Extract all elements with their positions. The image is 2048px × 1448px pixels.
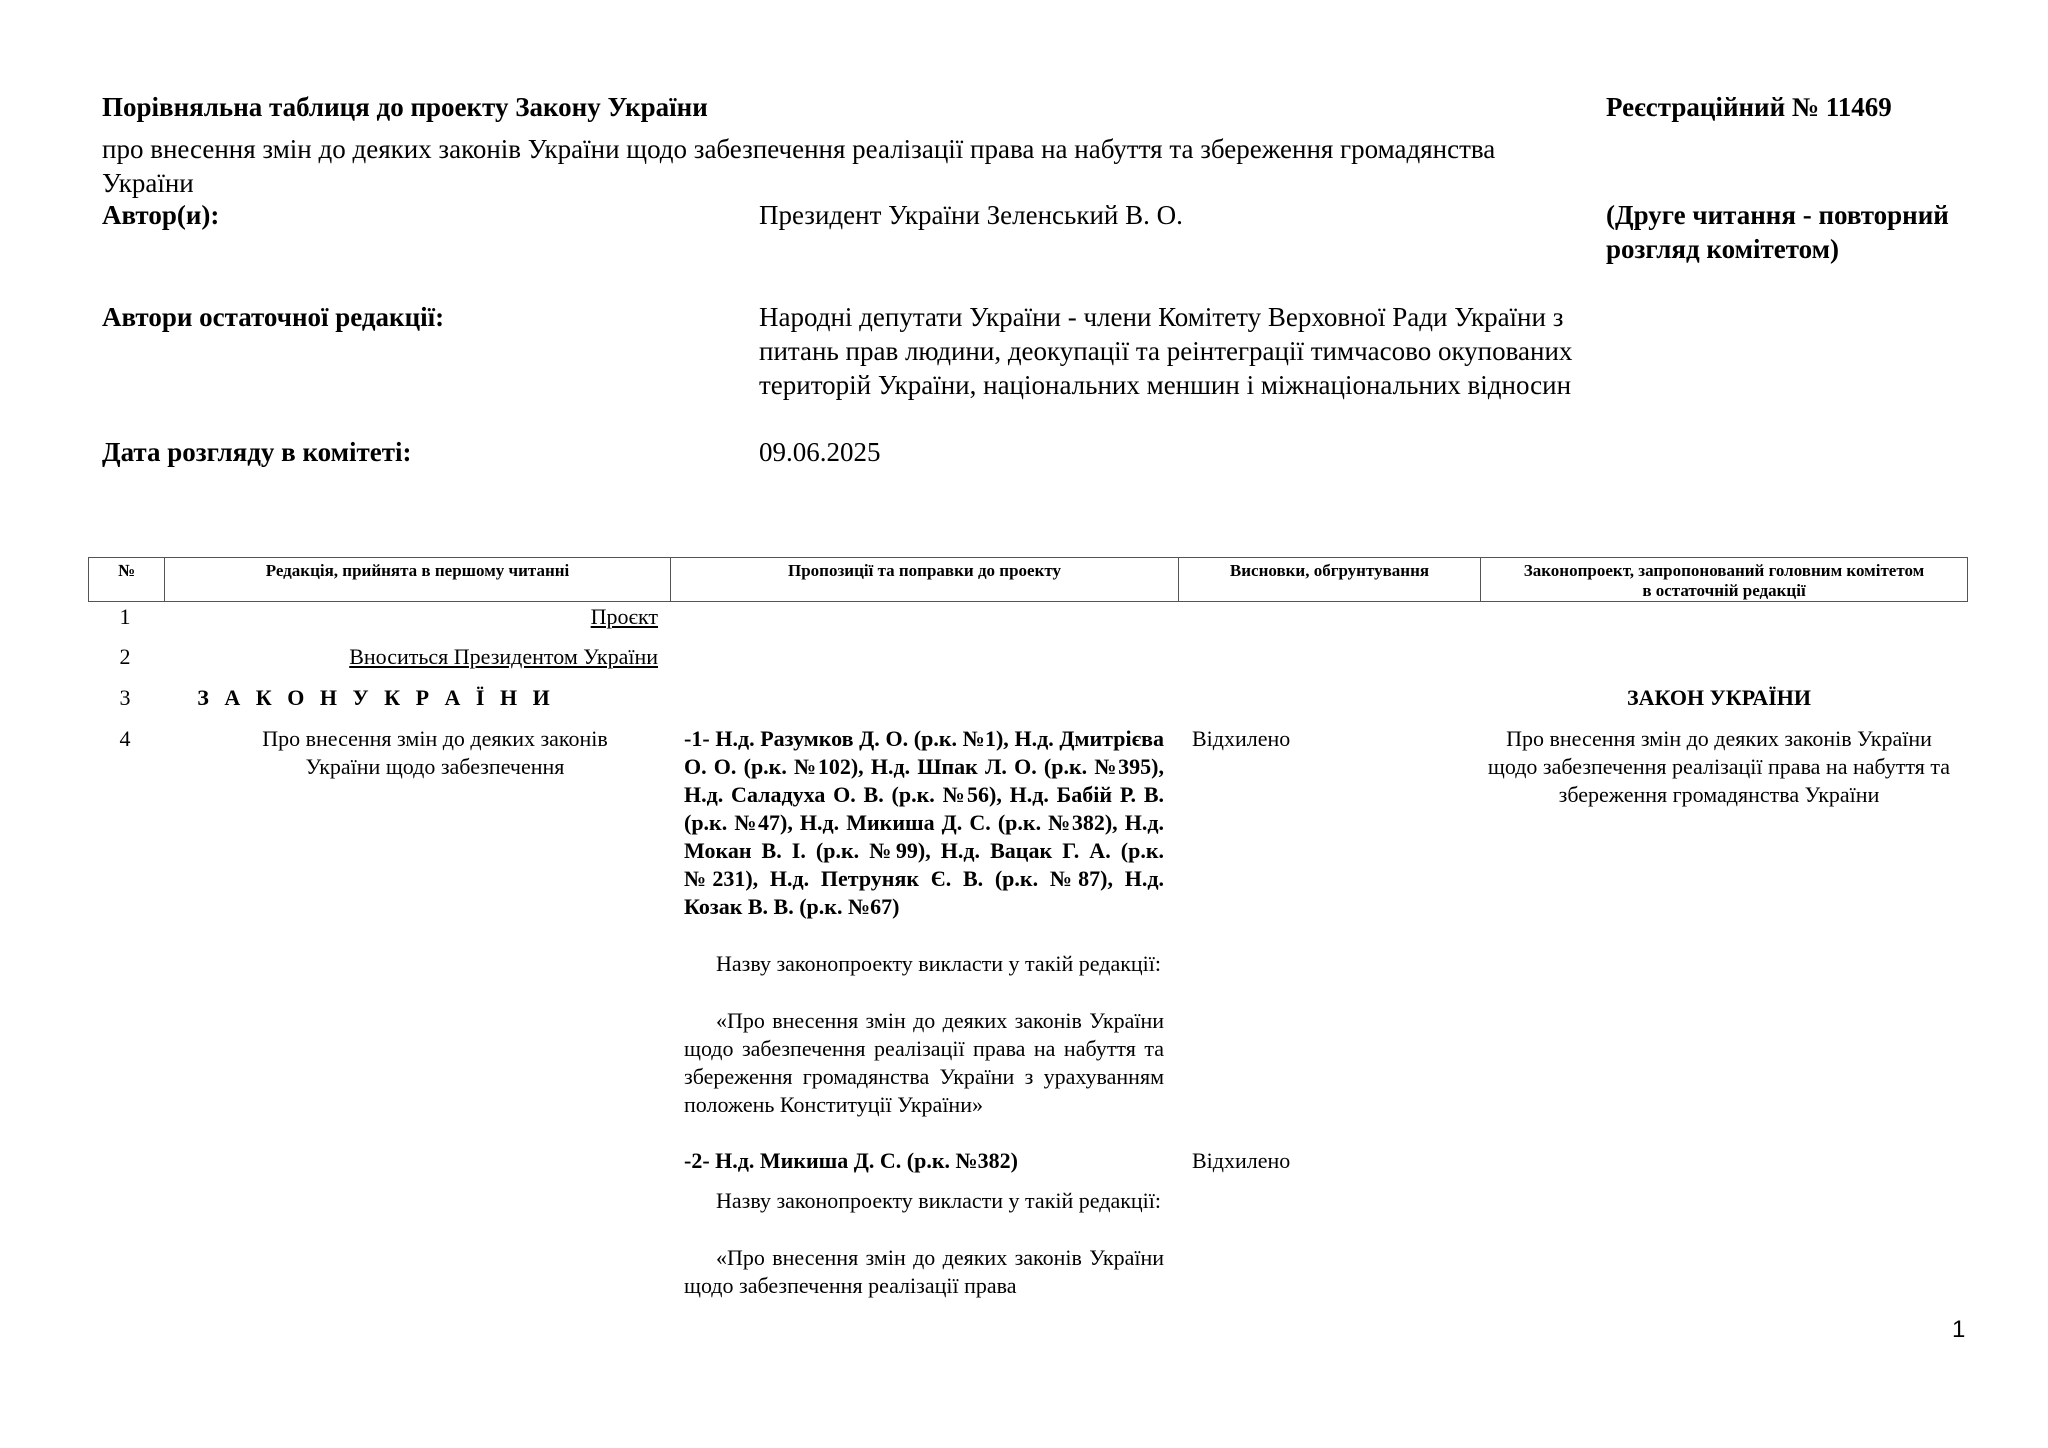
row-first-reading [166, 643, 658, 671]
row-number: 2 [119, 644, 131, 669]
column-header-final-version: Законопроект, запропонований головним комітетом в остаточній редакції [1480, 557, 1968, 602]
law-heading-final: ЗАКОН УКРАЇНИ [1626, 685, 1812, 710]
document-subtitle: про внесення змін до деяких законів України щодо забезпечення реалізації права на набуття та збереження громадянства України [102, 134, 1496, 198]
proposal-1-conclusion: Відхилено [1192, 726, 1291, 751]
row-first-reading: Про внесення змін до деяких законів України щодо забезпечення [262, 726, 608, 779]
review-date-value: 09.06.2025 [759, 437, 881, 467]
proposal-2-conclusion: Відхилено [1192, 1148, 1291, 1173]
submitted-by: Вноситься Президентом України [349, 644, 658, 669]
proposal-1-text: «Про внесення змін до деяких законів України щодо забезпечення реалізації права на набуття та збереження громадянства України з урахуванням положень Конституції України» [684, 1008, 1164, 1117]
reading-stage: (Друге читання - повторний розгляд комітетом) [1606, 200, 1949, 264]
proposal-2-text: «Про внесення змін до деяких законів України щодо забезпечення реалізації права [684, 1245, 1164, 1298]
final-authors-label: Автори остаточної редакції: [102, 302, 445, 332]
row-number: 4 [119, 726, 131, 751]
row-number: 3 [119, 685, 131, 710]
column-header-conclusions: Висновки, обгрунтування [1178, 557, 1480, 602]
row-number: 1 [119, 604, 131, 629]
proposal-1-instruction: Назву законопроекту викласти у такій редакції: [716, 951, 1162, 976]
proposal-2-authors: -2- Н.д. Микиша Д. С. (р.к. №382) [684, 1148, 1018, 1173]
document-title: Порівняльна таблиця до проекту Закону України [102, 92, 708, 122]
proposal-2-instruction: Назву законопроекту викласти у такій редакції: [716, 1188, 1162, 1213]
row-first-reading [166, 603, 658, 631]
proposal-1-authors: -1- Н.д. Разумков Д. О. (р.к. №1), Н.д. Дмитрієва О. О. (р.к. №102), Н.д. Шпак Л. О. (р.к. №395), Н.д. Саладуха О. В. (р.к. №56), Н.д. Бабій Р. В. (р.к. №47), Н.д. Микиша Д. С. (р.к. №382), Н.д. Мокан В. І. (р.к. №99), Н.д. Вацак Г. А. (р.к. №231), Н.д. Петруняк Є. В. (р.к. №87), Н.д. Козак В. В. (р.к. №67) [684, 726, 1164, 919]
table-header [88, 557, 1968, 602]
column-header-first-reading: Редакція, прийнята в першому читанні [164, 557, 670, 602]
column-header-number: № [88, 557, 164, 602]
column-header-proposals: Пропозиції та поправки до проекту [670, 557, 1178, 602]
row-final-version: Про внесення змін до деяких законів України щодо забезпечення реалізації права на набуття та збереження громадянства України [1487, 726, 1951, 807]
page-number: 1 [1952, 1316, 1966, 1343]
author-value: Президент України Зеленський В. О. [759, 200, 1183, 230]
author-label: Автор(и): [102, 200, 220, 230]
review-date-label: Дата розгляду в комітеті: [102, 437, 412, 467]
registration-number: Реєстраційний № 11469 [1606, 92, 1892, 122]
final-authors-value: Народні депутати України - члени Комітету Верховної Ради України з питань прав людини, деокупації та реінтеграції тимчасово окупованих територій України, національних меншин і міжнаціональних відносин [759, 302, 1573, 400]
law-heading-first-reading: З А К О Н У К Р А Ї Н И [197, 685, 555, 710]
draft-label: Проєкт [590, 604, 658, 629]
